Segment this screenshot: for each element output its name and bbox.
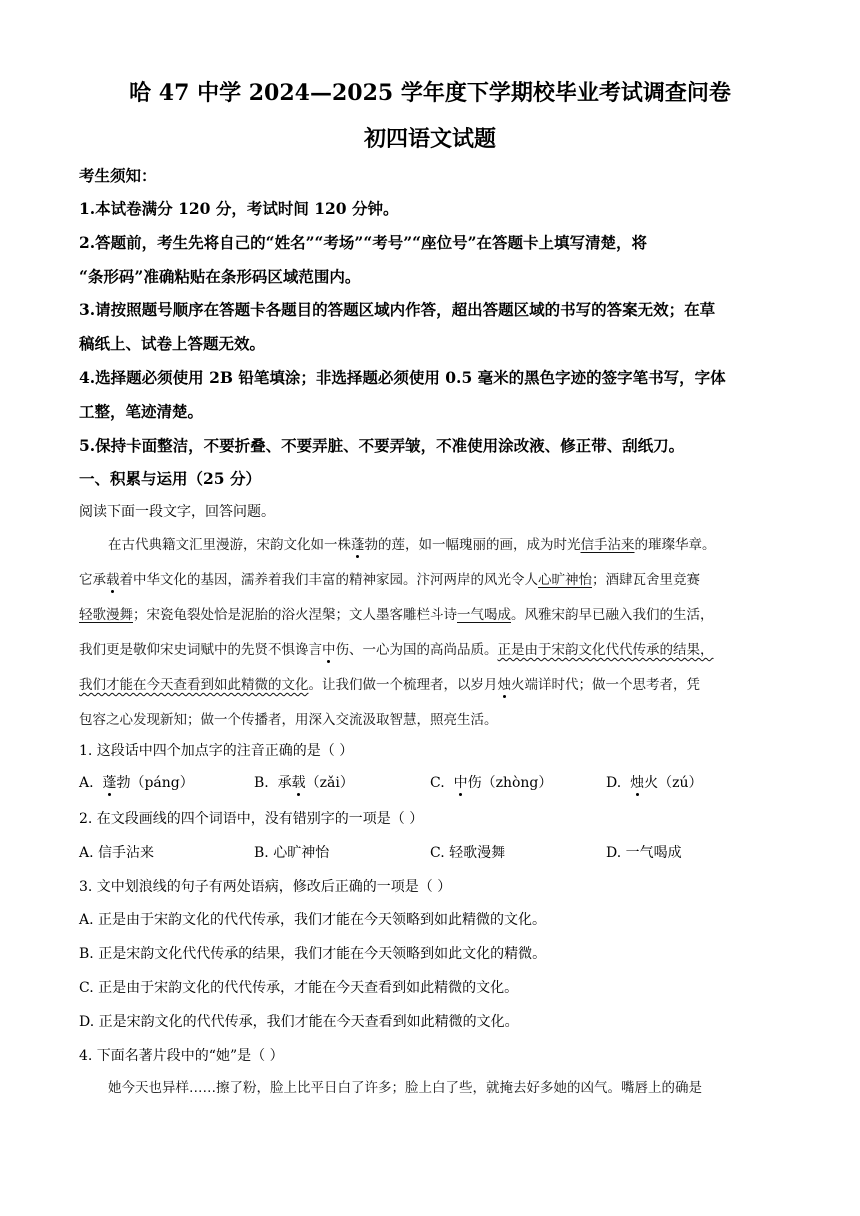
q1-option-c[interactable]: C. 中伤（zhòng） bbox=[430, 775, 553, 791]
q2-option-c[interactable]: C. 轻歌漫舞 bbox=[430, 845, 506, 861]
q2-option-b[interactable]: B. 心旷神怡 bbox=[254, 845, 330, 861]
dotted-char: 烛 bbox=[497, 677, 511, 693]
passage-line: 我们更是敬仰宋史词赋中的先贤不惧谗言中伤、一心为国的高尚品质。正是由于宋韵文化代代传承的结果， bbox=[79, 642, 714, 658]
dotted-char: 中 bbox=[322, 642, 336, 658]
q1-option-d[interactable]: D. 烛火（zú） bbox=[606, 775, 703, 791]
q3-option-a[interactable]: A. 正是由于宋韵文化的代代传承，我们才能在今天领略到如此精微的文化。 bbox=[79, 912, 547, 928]
passage-line: 它承载着中华文化的基因，濡养着我们丰富的精神家园。汴河两岸的风光令人心旷神怡；酒肆瓦舍里竞赛 bbox=[79, 572, 700, 588]
notice-item: 4.选择题必须使用 2B 铅笔填涂；非选择题必须使用 0.5 毫米的黑色字迹的签字笔书写，字体 bbox=[79, 368, 726, 387]
passage-line: 在古代典籍文汇里漫游，宋韵文化如一株蓬勃的莲，如一幅瑰丽的画，成为时光信手沾来的璀璨华章。 bbox=[108, 537, 716, 553]
notice-item: 5.保持卡面整洁，不要折叠、不要弄脏、不要弄皱，不准使用涂改液、修正带、刮纸刀。 bbox=[79, 436, 685, 455]
underlined-word: 心旷神怡 bbox=[538, 572, 592, 588]
dotted-char: 蓬 bbox=[351, 537, 365, 553]
notice-item: 3.请按照题号顺序在答题卡各题目的答题区域内作答，超出答题区域的书写的答案无效；在草 bbox=[79, 300, 716, 319]
notice-item: “条形码”准确粘贴在条形码区域范围内。 bbox=[79, 267, 361, 286]
notice-item: 1.本试卷满分 120 分，考试时间 120 分钟。 bbox=[79, 199, 399, 218]
question-4-stem: 4. 下面名著片段中的“她”是（ ） bbox=[79, 1048, 284, 1064]
passage-line: 我们才能在今天查看到如此精微的文化。让我们做一个梳理者，以岁月烛火端详时代；做一个思考者，凭 bbox=[79, 677, 700, 693]
underlined-word: 一气喝成 bbox=[457, 607, 511, 623]
notice-item: 2.答题前，考生先将自己的“姓名”“考场”“考号”“座位号”在答题卡上填写清楚，将 bbox=[79, 233, 648, 252]
q3-option-d[interactable]: D. 正是宋韵文化的代代传承，我们才能在今天查看到如此精微的文化。 bbox=[79, 1014, 519, 1030]
notice-heading: 考生须知： bbox=[79, 166, 157, 185]
question-2-stem: 2. 在文段画线的四个词语中，没有错别字的一项是（ ） bbox=[79, 811, 424, 827]
underlined-word: 轻歌漫舞 bbox=[79, 607, 133, 623]
notice-item: 工整，笔迹清楚。 bbox=[79, 402, 204, 421]
q2-option-d[interactable]: D. 一气喝成 bbox=[606, 845, 682, 861]
passage-line: 轻歌漫舞；宋瓷龟裂处恰是泥胎的浴火涅槃；文人墨客雕栏斗诗一气喝成。风雅宋韵早已融入我们的生活， bbox=[79, 607, 714, 623]
q2-option-a[interactable]: A. 信手沾来 bbox=[79, 845, 155, 861]
notice-item: 稿纸上、试卷上答题无效。 bbox=[79, 334, 266, 353]
q3-option-c[interactable]: C. 正是由于宋韵文化的代代传承，才能在今天查看到如此精微的文化。 bbox=[79, 980, 519, 996]
exam-title: 哈 47 中学 2024—2025 学年度下学期校毕业考试调查问卷 bbox=[129, 80, 731, 106]
wavy-sentence: 正是由于宋韵文化代代传承的结果， bbox=[497, 642, 714, 658]
question-1-stem: 1. 这段话中四个加点字的注音正确的是（ ） bbox=[79, 743, 354, 759]
dotted-char: 载 bbox=[106, 572, 120, 588]
question-3-stem: 3. 文中划浪线的句子有两处语病，修改后正确的一项是（ ） bbox=[79, 879, 452, 895]
q4-excerpt: 她今天也异样……擦了粉，脸上比平日白了许多；脸上白了些，就掩去好多她的凶气。嘴唇上的确是 bbox=[108, 1080, 702, 1096]
q3-option-b[interactable]: B. 正是宋韵文化代代传承的结果，我们才能在今天领略到如此文化的精微。 bbox=[79, 946, 547, 962]
wavy-sentence: 我们才能在今天查看到如此精微的文化 bbox=[79, 677, 309, 693]
section-heading: 一、积累与运用（25 分） bbox=[79, 469, 261, 488]
exam-subtitle: 初四语文试题 bbox=[363, 126, 496, 152]
underlined-word: 信手沾来 bbox=[580, 537, 635, 553]
q1-option-b[interactable]: B. 承载（zǎi） bbox=[254, 775, 354, 791]
q1-option-a[interactable]: A. 蓬勃（páng） bbox=[79, 775, 194, 791]
passage-line: 包容之心发现新知；做一个传播者，用深入交流汲取智慧，照亮生活。 bbox=[79, 712, 498, 728]
reading-instruction: 阅读下面一段文字，回答问题。 bbox=[79, 504, 275, 520]
